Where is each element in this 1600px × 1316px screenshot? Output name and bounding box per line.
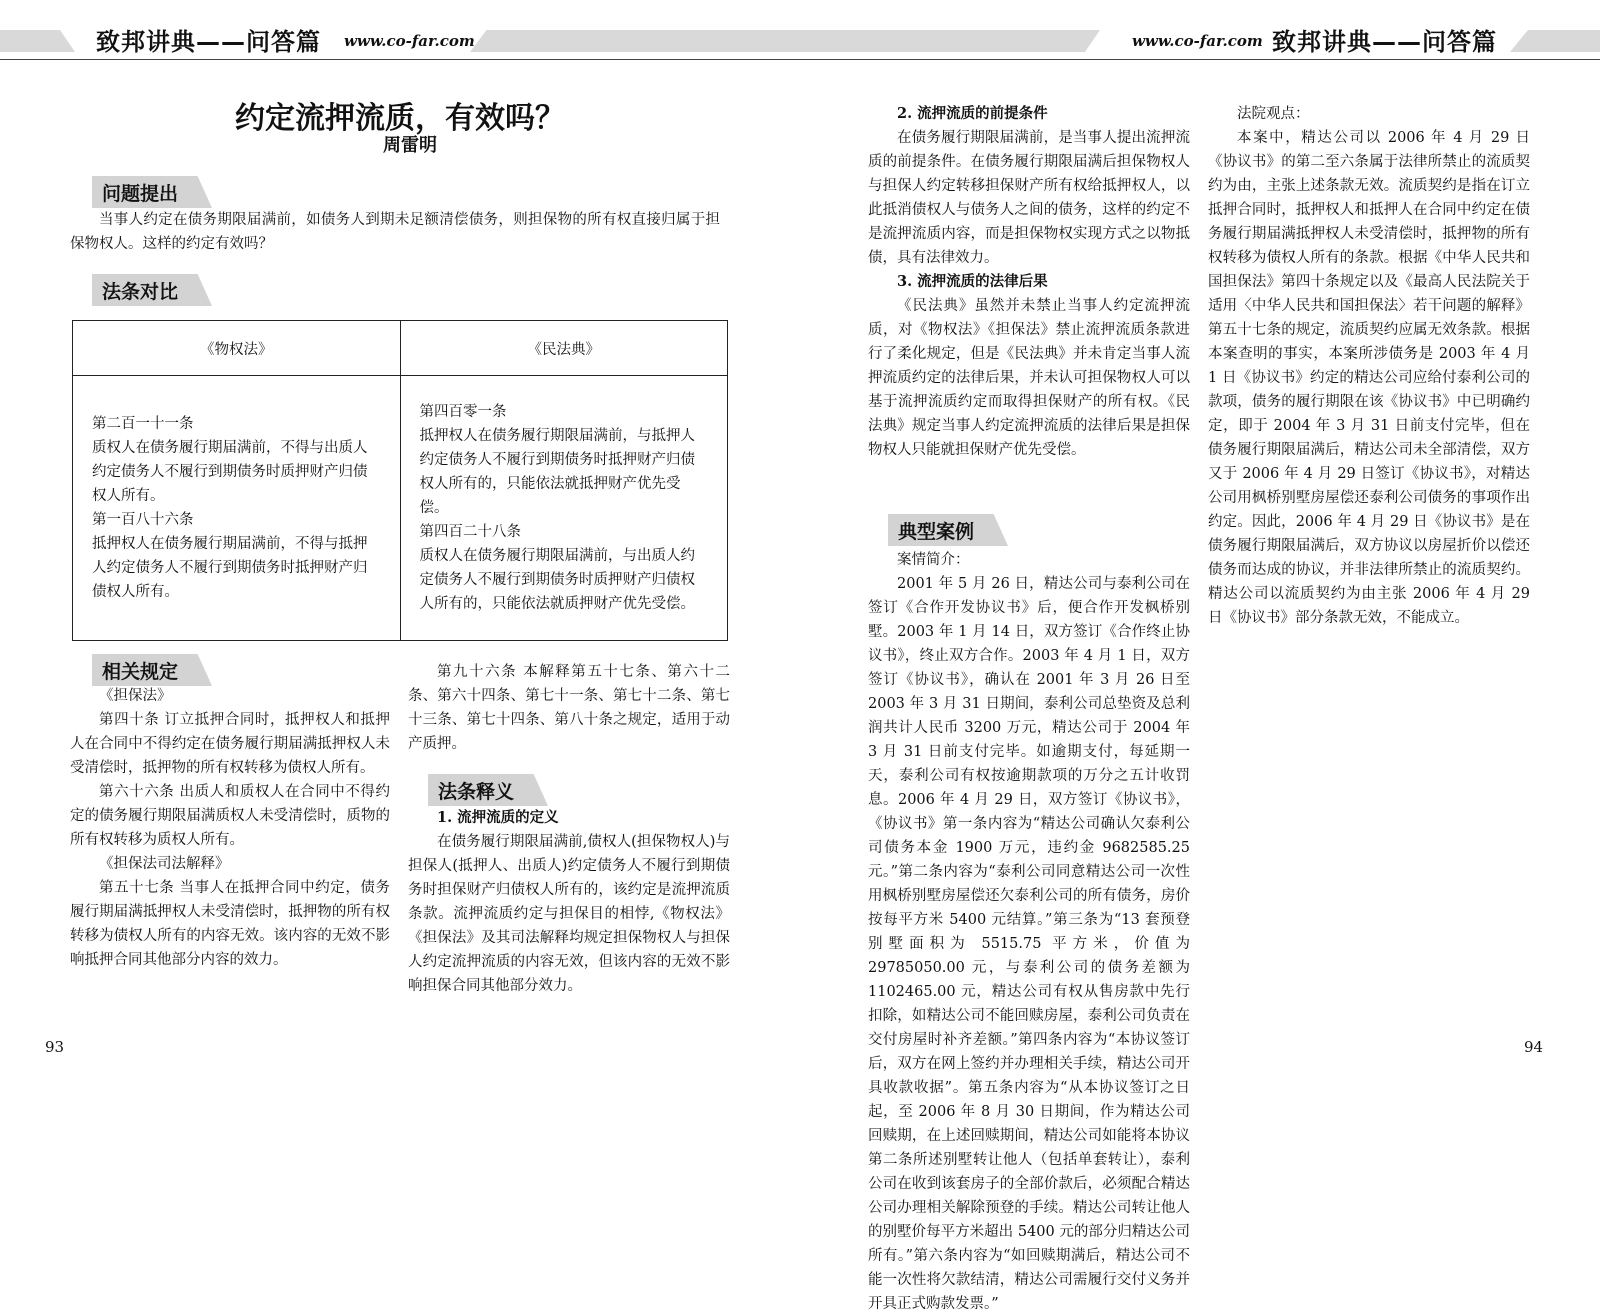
related-column-1: 《担保法》 第四十条 订立抵押合同时，抵押权人和抵押人在合同中不得约定在债务履行期届满抵押权人未受清偿时，抵押物的所有权转移为债权人所有。 第六十六条 出质人和质权人在合同中不得约定的债务履行期限届满质权人未受清偿时，质物的所有权转移为质权人所有。 《担保法司法解释》 第五十七条 当事人在抵押合同中约定，债务履行期届满抵押权人未受清偿时，抵押物的所有权转移为债权人所有的内容无效。该内容的无效不影响抵押合同其他部分内容的效力。 [70, 688, 390, 968]
case-column-1: 案情简介： 2001 年 5 月 26 日，精达公司与泰利公司在签订《合作开发协议书》后，便合作开发枫桥别墅。2003 年 1 月 14 日，双方签订《合作终止协议书》，终止双方合作。2003 年 4 月 1 日，双方签订《协议书》，确认在 2001 年 3 月 26 日至 2003 年 3 月 31 日期间，泰利公司总垫资及总利润共计人民币 3200 万元，精达公司于 2004 年 3 月 31 日前支付完毕。如逾期支付，每延期一天，泰利公司有权按逾期款项的万分之五计收罚息。2006 年 4 月 29 日，双方签订《协议书》，《协议书》第一条内容为“精达公司确认欠泰利公司债务本金 1900 万元，违约金 9682585.25 元。”第二条内容为“泰利公司同意精达公司一次性用枫桥别墅房屋偿还欠泰利公司的所有债务，房价按每平方米 5400 元结算。”第三条为“13 套预登别墅面积为 5515.75 平方米，价值为 29785050.00 元，与泰利公司的债务差额为 1102465.00 元，精达公司有权从售房款中先行扣除，如精达公司不能回赎房屋，泰利公司负责在交付房屋时补齐差额。”第四条内容为“本协议签订后，双方在网上签约并办理相关手续，精达公司开具收款收据”。第五条内容为“从本协议签订之日起，至 2006 年 8 月 30 日期间，作为精达公司回赎期，在上述回赎期间，精达公司如能将本协议第二条所述别墅转让他人（包括单套转让），泰利公司在收到该套房子的全部价款后，必须配合精达公司办理相关解除预登的手续。精达公司转让他人的别墅价每平方米超出 5400 元的部分归精达公司所有。”第六条内容为“如回赎期满后，精达公司不能一次性将欠款结清，精达公司需履行交付义务并开具正式购款发票。” [868, 552, 1190, 1312]
header-brand-right: 致邦讲典——问答篇 [1272, 28, 1497, 56]
question-paragraph: 当事人约定在债务期限届满前，如债务人到期未足额清偿债务，则担保物的所有权直接归属于担保物权人。这样的约定有效吗？ [70, 212, 720, 252]
header-brand-left: 致邦讲典——问答篇 [96, 28, 321, 56]
section-heading-cases: 典型案例 [888, 514, 1008, 546]
table-header-civil-code: 《民法典》 [400, 321, 728, 376]
table-cell-property-law: 第二百一十一条 质权人在债务履行期届满前，不得与出质人约定债务人不履行到期债务时质押财产归债权人所有。 第一百八十六条 抵押权人在债务履行期届满前，不得与抵押人约定债务人不履行到期债务时抵押财产归债权人所有。 [73, 376, 401, 641]
table-cell-civil-code: 第四百零一条 抵押权人在债务履行期限届满前，与抵押人约定债务人不履行到期债务时抵押财产归债权人所有的，只能依法就抵押财产优先受偿。 第四百二十八条 质权人在债务履行期限届满前，与出质人约定债务人不履行到期债务时质押财产归债权人所有的，只能依法就质押财产优先受偿。 [400, 376, 728, 641]
article-author: 周雷明 [383, 135, 437, 156]
section-heading-interpret: 法条释义 [428, 774, 548, 806]
page-number-right: 94 [1524, 1038, 1544, 1056]
header-stripe [0, 30, 75, 52]
related-column-2: 第九十六条 本解释第五十七条、第六十二条、第六十四条、第七十一条、第七十二条、第七十三条、第七十四条、第八十条之规定，适用于动产质押。 [408, 664, 730, 752]
header-url-left: www.co-far.com [344, 32, 475, 50]
header-stripe [470, 30, 800, 52]
header-rule-left [0, 59, 800, 60]
section-heading-compare: 法条对比 [92, 274, 212, 306]
table-header-property-law: 《物权法》 [73, 321, 401, 376]
interpret-column-2: 2. 流押流质的前提条件 在债务履行期限届满前，是当事人提出流押流质的前提条件。在债务履行期限届满后担保物权人与担保人约定转移担保财产所有权给抵押权人，以此抵消债权人与债务人之间的债务，这样的约定不是流押流质内容，而是担保物权实现方式之以物抵债，具有法律效力。 3. 流押流质的法律后果 《民法典》虽然并未禁止当事人约定流押流质，对《物权法》《担保法》禁止流押流质条款进行了柔化规定，但是《民法典》并未肯定当事人流押流质约定的法律后果，并未认可担保物权人可以基于流押流质约定而取得担保财产的所有权。《民法典》规定当事人约定流押流质的法律后果是担保物权人只能就担保财产优先受偿。 [868, 105, 1190, 458]
section-heading-related: 相关规定 [92, 654, 212, 686]
header-stripe [800, 30, 1100, 52]
law-comparison-table [72, 320, 728, 641]
page-number-left: 93 [45, 1038, 65, 1056]
article-title: 约定流押流质，有效吗？ [235, 101, 565, 136]
header-url-right: www.co-far.com [1132, 32, 1263, 50]
header-stripe [1510, 30, 1600, 52]
interpret-column-1: 1. 流押流质的定义 在债务履行期限届满前,债权人(担保物权人)与担保人(抵押人、出质人)约定债务人不履行到期债务时担保财产归债权人所有的，该约定是流押流质条款。流押流质约定与担保目的相悖,《物权法》《担保法》及其司法解释均规定担保物权人与担保人约定流押流质的内容无效，但该内容的无效不影响担保合同其他部分效力。 [408, 809, 730, 994]
header-rule-right [800, 59, 1600, 60]
case-column-2: 法院观点： 本案中，精达公司以 2006 年 4 月 29 日《协议书》的第二至六条属于法律所禁止的流质契约为由，主张上述条款无效。流质契约是指在订立抵押合同时，抵押权人和抵押人在合同中约定在债务履行期届满抵押权人未受清偿时，抵押物的所有权转移为债权人所有的条款。根据《中华人民共和国担保法》第四十条规定以及《最高人民法院关于适用〈中华人民共和国担保法〉若干问题的解释》第五十七条的规定，流质契约应属无效条款。根据本案查明的事实，本案所涉债务是 2003 年 4 月 1 日《协议书》约定的精达公司应给付泰利公司的款项，债务的履行期限在该《协议书》中已明确约定，即于 2004 年 3 月 31 日前支付完毕，但在债务履行期限届满后，精达公司未全部清偿，双方又于 2006 年 4 月 29 日签订《协议书》，对精达公司用枫桥别墅房屋偿还泰利公司债务的事项作出约定。因此，2006 年 4 月 29 日《协议书》是在债务履行期限届满后，双方协议以房屋折价以偿还债务而达成的协议，并非法律所禁止的流质契约。精达公司以流质契约为由主张 2006 年 4 月 29 日《协议书》部分条款无效，不能成立。 [1208, 106, 1530, 626]
section-heading-question: 问题提出 [92, 176, 212, 208]
